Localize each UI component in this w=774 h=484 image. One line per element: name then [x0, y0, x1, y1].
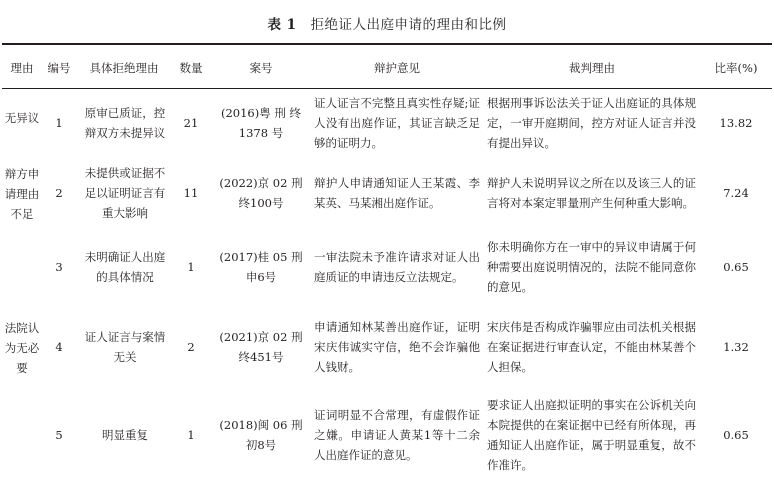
table-caption	[0, 13, 774, 33]
row-case-number: (2018)闽 06 刑初8号	[219, 418, 303, 452]
row-judgment-reason: 宋庆伟是否构成诈骗罪应由司法机关根据在案证据进行审查认定，不能由林某善个人担保。	[487, 320, 696, 374]
header-judgment-reason: 裁判理由	[569, 61, 615, 75]
header-reason: 理由	[10, 61, 34, 75]
table-title: 拒绝证人出庭申请的理由和比例	[310, 17, 507, 33]
header-count: 数量	[179, 61, 203, 75]
row-specific-reason: 未提供或证据不足以证明证言有重大影响	[84, 166, 166, 220]
row-count: 11	[183, 186, 199, 200]
row-case-number: (2021)京 02 刑终451号	[219, 330, 303, 364]
row-count: 2	[187, 340, 195, 354]
header-rule	[2, 88, 772, 89]
group-label-no-objection: 无异议	[4, 111, 40, 125]
row-ratio: 1.32	[723, 340, 749, 354]
row-defense-opinion: 一审法院未予准许请求对证人出庭质证的申请违反立法规定。	[314, 250, 480, 284]
row-count: 1	[187, 260, 195, 274]
row-number: 2	[55, 186, 63, 200]
row-case-number: (2016)粤 刑 终1378 号	[220, 106, 302, 140]
row-defense-opinion: 证词明显不合常理，有虚假作证之嫌。申请证人黄某1等十二余人出庭作证的意见。	[314, 408, 480, 462]
row-number: 3	[55, 260, 63, 274]
header-ratio: 比率(%)	[714, 61, 758, 75]
top-rule	[2, 43, 772, 45]
row-ratio: 7.24	[723, 186, 749, 200]
row-judgment-reason: 辩护人未说明异议之所在以及该三人的证言将对本案定罪量刑产生何种重大影响。	[487, 176, 696, 210]
row-specific-reason: 原审已质证，控辩双方未提异议	[84, 106, 166, 140]
row-case-number: (2022)京 02 刑终100号	[219, 176, 303, 210]
header-case-number: 案号	[249, 61, 273, 75]
row-specific-reason: 未明确证人出庭的具体情况	[84, 250, 166, 284]
row-defense-opinion: 证人证言不完整且真实性存疑;证人没有出庭作证，其证言缺乏足够的证明力。	[314, 96, 480, 150]
row-defense-opinion: 辩护人申请通知证人王某霞、李某英、马某湘出庭作证。	[314, 176, 480, 210]
group-label-insufficient-reason: 辩方申请理由不足	[4, 167, 40, 221]
group-label-unnecessary: 法院认为无必要	[4, 321, 40, 375]
row-judgment-reason: 要求证人出庭拟证明的事实在公诉机关向本院提供的在案证据中已经有所体现，再通知证人出庭作证，属于明显重复，故不作准许。	[487, 398, 696, 472]
row-ratio: 0.65	[723, 260, 749, 274]
row-number: 5	[55, 428, 63, 442]
row-judgment-reason: 根据刑事诉讼法关于证人出庭证的具体规定，一审开庭期间，控方对证人证言并没有提出异议。	[487, 96, 696, 150]
header-number: 编号	[47, 61, 71, 75]
header-specific-reason: 具体拒绝理由	[89, 61, 159, 75]
row-count: 1	[187, 428, 195, 442]
row-number: 4	[55, 340, 63, 354]
row-ratio: 13.82	[719, 116, 753, 130]
row-count: 21	[183, 116, 199, 130]
row-ratio: 0.65	[723, 428, 749, 442]
row-judgment-reason: 你未明确你方在一审中的异议申请属于何种需要出庭说明情况的，法院不能同意你的意见。	[487, 240, 696, 294]
table-number: 表 1	[267, 17, 297, 33]
row-case-number: (2017)桂 05 刑申6号	[219, 250, 303, 284]
row-defense-opinion: 申请通知林某善出庭作证，证明宋庆伟诚实守信，绝不会诈骗他人钱财。	[314, 320, 480, 374]
header-defense-opinion: 辩护意见	[374, 61, 420, 75]
row-specific-reason: 明显重复	[102, 428, 148, 442]
row-specific-reason: 证人证言与案情无关	[84, 330, 166, 364]
row-number: 1	[55, 116, 63, 130]
